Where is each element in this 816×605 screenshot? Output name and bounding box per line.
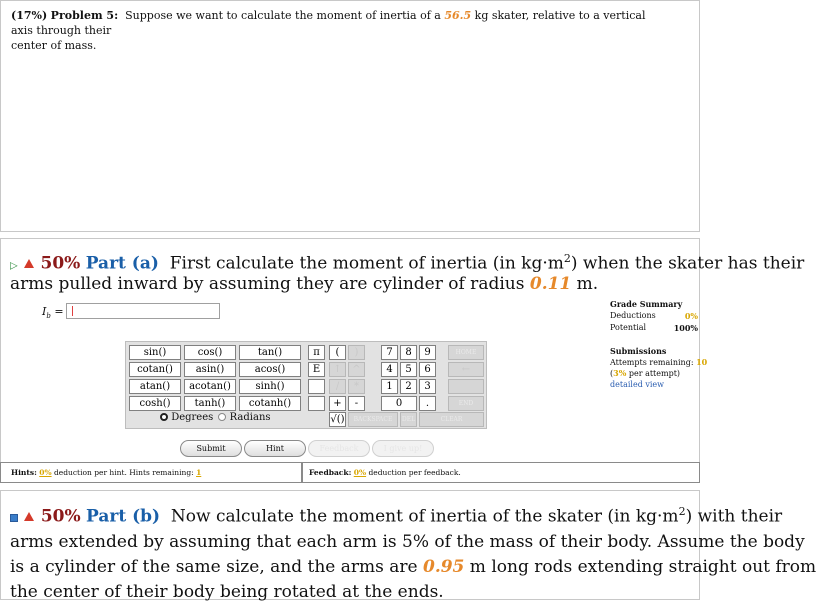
part-a-label: Part (a) xyxy=(85,253,159,274)
part-a-sup: 2 xyxy=(563,252,571,265)
attempts-value: 10 xyxy=(696,357,708,367)
cotan-key[interactable]: cotan() xyxy=(129,362,181,377)
potential-value: 100% xyxy=(673,323,698,333)
feedback-button[interactable]: Feedback xyxy=(308,440,370,457)
feedback-box xyxy=(302,462,700,483)
slash-key[interactable]: / xyxy=(329,379,346,394)
part-a-pct: 50% xyxy=(40,253,81,274)
hints-box xyxy=(0,462,302,483)
problem-mass: 56.5 xyxy=(444,9,472,22)
problem-text-c: center of mass. xyxy=(11,39,97,52)
digit-3-key[interactable]: 3 xyxy=(419,379,436,394)
part-a-text-3: arms pulled inward by assuming they are cylinder of radius xyxy=(10,274,525,294)
sqrt-key[interactable]: √() xyxy=(330,414,345,425)
degrees-label: Degrees xyxy=(171,412,214,423)
part-b-sup: 2 xyxy=(678,505,686,518)
digit-8-key[interactable]: 8 xyxy=(400,345,417,360)
deductions-label: Deductions xyxy=(610,311,656,320)
angle-selector xyxy=(160,412,271,423)
digit-2-key[interactable]: 2 xyxy=(400,379,417,394)
asin-key[interactable]: asin() xyxy=(184,362,236,377)
paren-open-key[interactable]: ( xyxy=(329,345,346,360)
submissions-panel: Submissions Attempts remaining: 10 (3% per attempt) detailed view xyxy=(610,346,708,389)
problem-statement xyxy=(11,8,651,53)
part-b-line-4: the center of their body being rotated at the ends. xyxy=(10,581,444,602)
detailed-view-link[interactable]: detailed view xyxy=(610,380,665,389)
del-key[interactable]: DEL xyxy=(400,412,417,427)
feedback-label: Feedback: xyxy=(309,468,352,477)
radians-radio[interactable] xyxy=(218,413,226,421)
part-b-line-3b: m long rods extending straight out from xyxy=(469,556,816,577)
digit-0-key[interactable]: 0 xyxy=(381,396,417,411)
tan-key[interactable]: tan() xyxy=(239,345,301,360)
clear-key[interactable]: CLEAR xyxy=(419,412,484,427)
sinh-key[interactable]: sinh() xyxy=(239,379,301,394)
grade-summary xyxy=(610,298,700,334)
submit-button[interactable]: Submit xyxy=(180,440,242,457)
hints-text: deduction per hint. Hints remaining: xyxy=(53,468,194,477)
part-b-text-2: ) with their xyxy=(685,506,783,527)
answer-label: $I_b$ = xyxy=(42,305,64,321)
atan-key[interactable]: atan() xyxy=(129,379,181,394)
multiply-key[interactable]: * xyxy=(348,379,365,394)
part-b-label: Part (b) xyxy=(86,506,161,527)
deductions-value: 0% xyxy=(684,311,698,321)
collapse-box-icon[interactable] xyxy=(10,514,18,522)
dot-key[interactable]: . xyxy=(419,396,436,411)
part-a-text-4: m. xyxy=(576,274,599,294)
digit-5-key[interactable]: 5 xyxy=(400,362,417,377)
digit-1-key[interactable]: 1 xyxy=(381,379,398,394)
e-key[interactable]: E xyxy=(308,362,325,377)
paren-close-key[interactable]: ) xyxy=(348,345,365,360)
digit-9-key[interactable]: 9 xyxy=(419,345,436,360)
end-key[interactable]: END xyxy=(448,396,484,411)
give-up-button[interactable]: I give up! xyxy=(372,440,434,457)
text-cursor xyxy=(72,306,73,316)
feedback-pct: 0% xyxy=(353,468,367,477)
problem-weight: (17%) xyxy=(11,9,48,22)
part-a-radius: 0.11 xyxy=(529,274,572,294)
part-b-line-3a: is a cylinder of the same size, and the arms are xyxy=(10,556,418,577)
degrees-radio[interactable] xyxy=(160,413,168,421)
part-a-text-1: First calculate the moment of inertia (in kg·m xyxy=(169,253,564,274)
caret-key[interactable]: ^ xyxy=(348,362,365,377)
part-b-text xyxy=(10,499,816,605)
potential-label: Potential xyxy=(610,323,647,332)
digit-6-key[interactable]: 6 xyxy=(419,362,436,377)
digit-4-key[interactable]: 4 xyxy=(381,362,398,377)
radians-label: Radians xyxy=(229,412,271,423)
problem-label: Problem 5: xyxy=(50,9,119,22)
warning-icon: ! xyxy=(23,259,35,269)
problem-text-a: Suppose we want to calculate the moment of inertia of a xyxy=(125,9,441,22)
minus-key[interactable]: - xyxy=(348,396,365,411)
left-arrow-key[interactable]: ← xyxy=(448,362,484,377)
hints-pct: 0% xyxy=(39,468,52,477)
right-arrow-key[interactable] xyxy=(448,379,484,394)
calculator xyxy=(125,341,487,429)
sin-key[interactable]: sin() xyxy=(129,345,181,360)
grade-summary-title: Grade Summary xyxy=(610,299,683,309)
acotan-key[interactable]: acotan() xyxy=(184,379,236,394)
problem-statement-box xyxy=(0,0,700,232)
warning-icon: ! xyxy=(23,512,35,522)
up-arrow-key[interactable]: ↑ xyxy=(329,362,346,377)
feedback-text: deduction per feedback. xyxy=(368,468,461,477)
answer-input[interactable] xyxy=(66,303,220,319)
hints-remaining: 1 xyxy=(196,468,202,477)
part-b-line-2: arms extended by assuming that each arm is 5% of the mass of their body. Assume the body xyxy=(10,531,805,552)
part-b-pct: 50% xyxy=(40,506,81,527)
per-attempt-pct: 3% xyxy=(613,368,627,378)
cotanh-key[interactable]: cotanh() xyxy=(239,396,301,411)
hint-button[interactable]: Hint xyxy=(244,440,306,457)
home-key[interactable]: HOME xyxy=(448,345,484,360)
hints-label: Hints: xyxy=(11,468,37,477)
tanh-key[interactable]: tanh() xyxy=(184,396,236,411)
per-attempt-text: per attempt) xyxy=(628,369,681,378)
blank-key[interactable] xyxy=(308,396,325,411)
expand-arrow-icon[interactable]: ▷ xyxy=(10,260,18,272)
plus-key[interactable]: + xyxy=(329,396,346,411)
submissions-title: Submissions xyxy=(610,346,667,356)
attempts-label: Attempts remaining: xyxy=(610,358,694,367)
problem-text-b: kg skater, relative to a vertical axis through their xyxy=(11,9,646,37)
part-a-text-2: ) when the skater has their xyxy=(570,253,805,274)
part-b-length: 0.95 xyxy=(422,556,465,577)
digit-7-key[interactable]: 7 xyxy=(381,345,398,360)
pi-key[interactable]: π xyxy=(308,345,325,360)
blank-key-2[interactable] xyxy=(308,379,325,394)
part-a-line-2 xyxy=(10,272,598,296)
cos-key[interactable]: cos() xyxy=(184,345,236,360)
backspace-key[interactable]: BACKSPACE xyxy=(348,412,398,427)
acos-key[interactable]: acos() xyxy=(239,362,301,377)
part-b-text-1: Now calculate the moment of inertia of the skater (in kg·m xyxy=(170,506,679,527)
cosh-key[interactable]: cosh() xyxy=(129,396,181,411)
